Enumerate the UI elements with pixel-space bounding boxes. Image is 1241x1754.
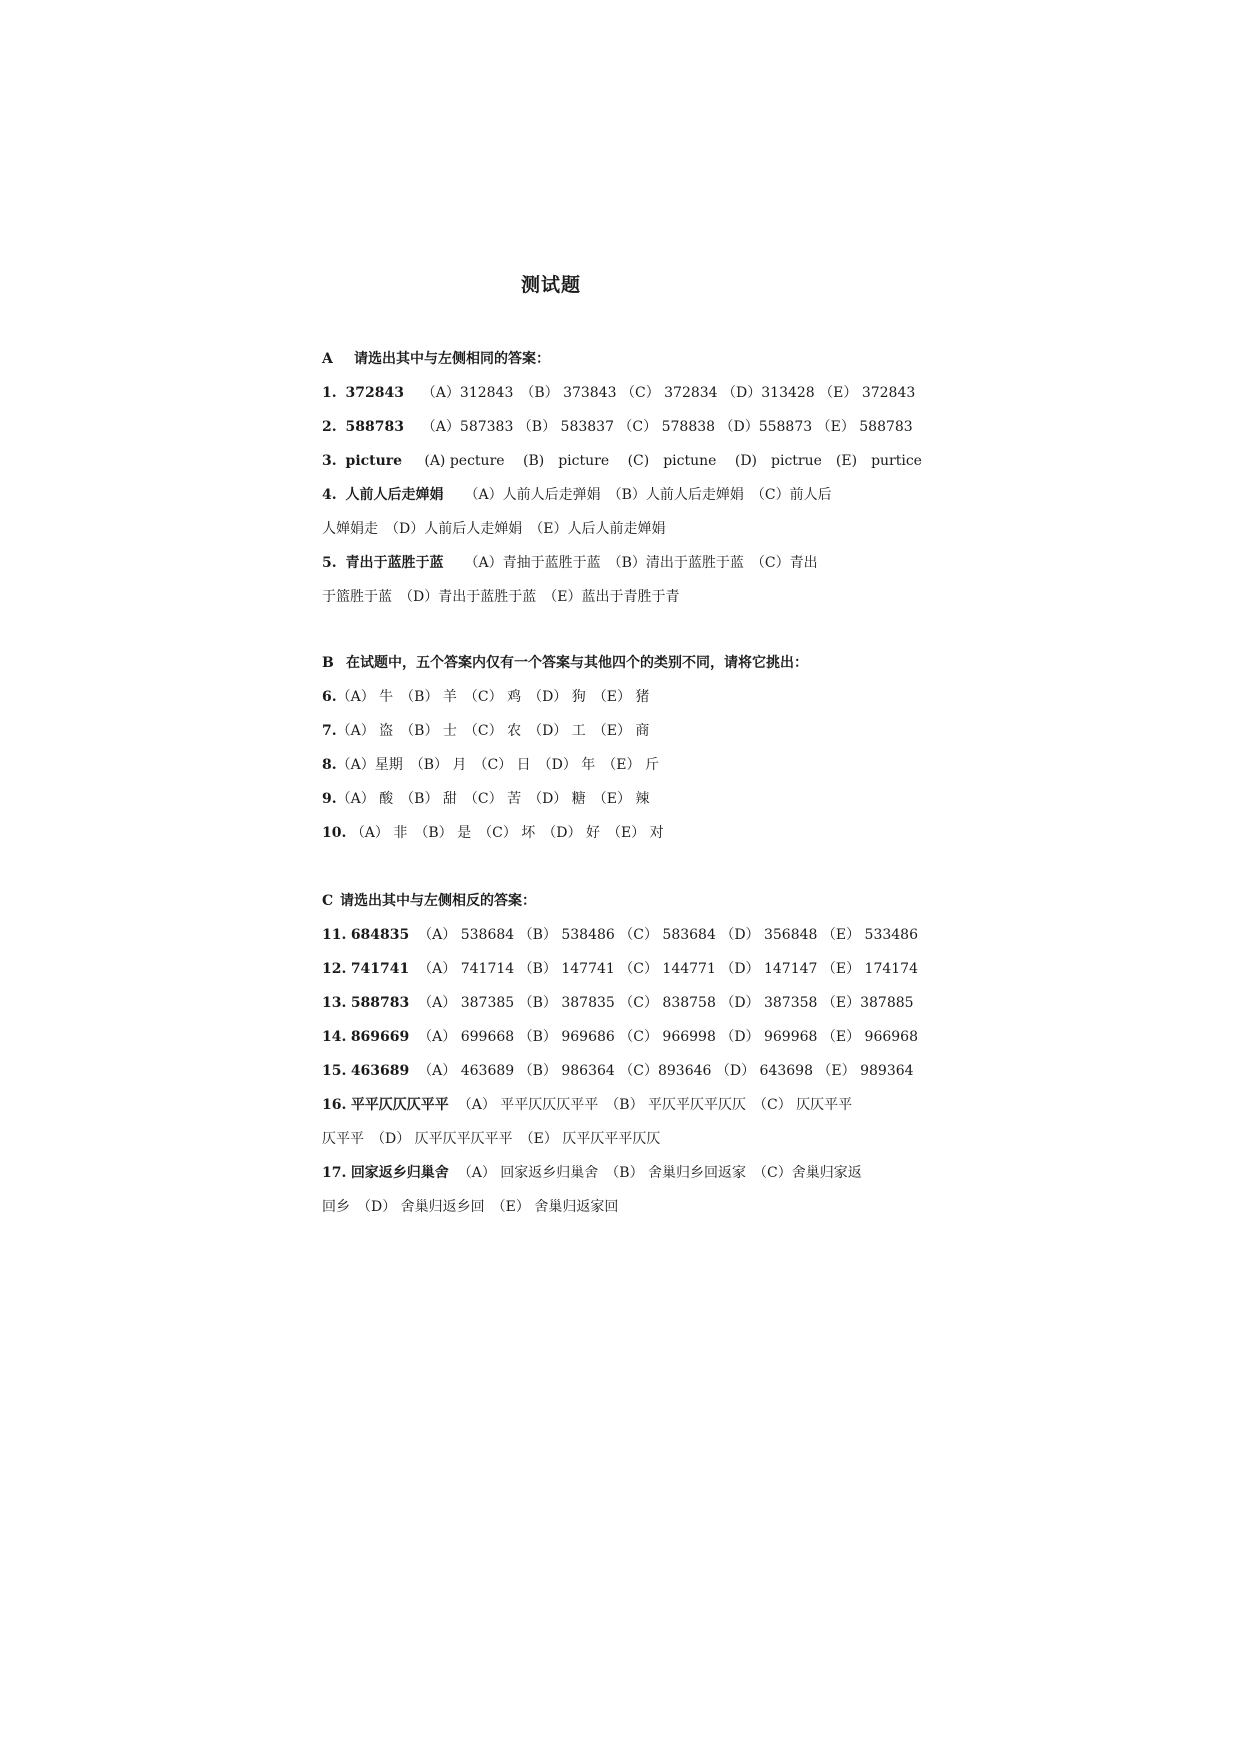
question-3 — [322, 450, 937, 472]
answer-options: （A） 387385 （B） 387835 （C） 838758 （D） 387358 （E）387885 — [418, 995, 914, 1011]
question-number: 2. — [322, 419, 337, 435]
question-15 — [322, 1060, 937, 1082]
question-2 — [322, 416, 937, 438]
section-letter: A — [322, 351, 333, 367]
answer-options: （A）青抽于蓝胜于蓝 （B）清出于蓝胜于蓝 （C）青出 — [471, 555, 818, 571]
question-12 — [322, 958, 937, 980]
question-4 — [322, 484, 937, 506]
question-stem: 人前人后走婵娟 — [345, 487, 444, 503]
answer-options: (A) pecture (B) picture (C) pictune (D) pictrue (E) purtice — [424, 453, 922, 469]
answer-options: （A） 酸 （B） 甜 （C） 苦 （D） 糖 （E） 辣 — [336, 791, 650, 807]
question-number: 6. — [322, 689, 337, 705]
section-instruction: 在试题中，五个答案内仅有一个答案与其他四个的类别不同，请将它挑出： — [346, 655, 808, 671]
section-letter: B — [322, 655, 334, 671]
question-number: 11. — [322, 927, 347, 943]
question-5-continued: 于篮胜于蓝 （D）青出于蓝胜于蓝 （E）蓝出于青胜于青 — [322, 589, 680, 605]
question-number: 8. — [322, 757, 337, 773]
question-stem: 463689 — [350, 1063, 410, 1079]
answer-options: （A） 463689 （B） 986364 （C）893646 （D） 643698 （E） 989364 — [418, 1063, 914, 1079]
question-1 — [322, 382, 937, 404]
question-number: 15. — [322, 1063, 347, 1079]
question-number: 14. — [322, 1029, 347, 1045]
question-10 — [322, 822, 937, 844]
question-17-continued: 回乡 （D） 舍巢归返乡回 （E） 舍巢归返家回 — [322, 1199, 619, 1215]
question-16 — [322, 1094, 937, 1116]
question-stem: 回家返乡归巢舍 — [350, 1165, 449, 1181]
question-number: 10. — [322, 825, 347, 841]
question-stem: 青出于蓝胜于蓝 — [345, 555, 444, 571]
answer-options: （A）587383 （B） 583837 （C） 578838 （D）558873 （E） 588783 — [421, 419, 913, 435]
question-11 — [322, 924, 937, 946]
answer-options: （A） 741714 （B） 147741 （C） 144771 （D） 147147 （E） 174174 — [418, 961, 918, 977]
answer-options: （A） 牛 （B） 羊 （C） 鸡 （D） 狗 （E） 猪 — [336, 689, 650, 705]
question-stem: 684835 — [350, 927, 410, 943]
answer-options: （A）312843 （B） 373843 （C） 372834 （D）313428 （E） 372843 — [421, 385, 916, 401]
page-title: 测试题 — [520, 274, 581, 296]
question-stem: 869669 — [350, 1029, 410, 1045]
section-instruction: 请选出其中与左侧相反的答案： — [340, 893, 536, 909]
question-number: 3. — [322, 453, 337, 469]
answer-options: （A）星期 （B） 月 （C） 日 （D） 年 （E） 斤 — [336, 757, 659, 773]
question-stem: 平平仄仄仄平平 — [350, 1097, 449, 1113]
section-instruction: 请选出其中与左侧相同的答案： — [354, 351, 550, 367]
answer-options: （A） 非 （B） 是 （C） 坏 （D） 好 （E） 对 — [350, 825, 664, 841]
question-number: 16. — [322, 1097, 347, 1113]
question-number: 13. — [322, 995, 347, 1011]
question-number: 12. — [322, 961, 347, 977]
question-5 — [322, 552, 937, 574]
question-6 — [322, 686, 937, 708]
question-number: 1. — [322, 385, 337, 401]
section-a-heading — [322, 348, 937, 370]
question-stem: picture — [345, 453, 403, 469]
question-14 — [322, 1026, 937, 1048]
question-13 — [322, 992, 937, 1014]
answer-options: （A） 回家返乡归巢舍 （B） 舍巢归乡回返家 （C）舍巢归家返 — [457, 1165, 862, 1181]
answer-options: （A） 538684 （B） 538486 （C） 583684 （D） 356848 （E） 533486 — [418, 927, 918, 943]
question-stem: 372843 — [345, 385, 404, 401]
section-c-heading — [322, 890, 937, 912]
section-b-heading — [322, 652, 937, 674]
question-7 — [322, 720, 937, 742]
question-number: 17. — [322, 1165, 347, 1181]
question-stem: 588783 — [345, 419, 404, 435]
answer-options: （A） 平平仄仄仄平平 （B） 平仄平仄平仄仄 （C） 仄仄平平 — [457, 1097, 853, 1113]
question-17 — [322, 1162, 937, 1184]
question-stem: 588783 — [350, 995, 410, 1011]
question-number: 9. — [322, 791, 337, 807]
answer-options: （A）人前人后走弹娟 （B）人前人后走婵娟 （C）前人后 — [471, 487, 832, 503]
question-4-continued: 人婵娟走 （D）人前后人走婵娟 （E）人后人前走婵娟 — [322, 521, 666, 537]
question-number: 5. — [322, 555, 337, 571]
question-8 — [322, 754, 937, 776]
question-number: 4. — [322, 487, 337, 503]
question-number: 7. — [322, 723, 337, 739]
answer-options: （A） 699668 （B） 969686 （C） 966998 （D） 969968 （E） 966968 — [418, 1029, 918, 1045]
section-letter: C — [322, 893, 334, 909]
question-16-continued: 仄平平 （D） 仄平仄平仄平平 （E） 仄平仄平平仄仄 — [322, 1131, 661, 1147]
question-9 — [322, 788, 937, 810]
answer-options: （A） 盗 （B） 士 （C） 农 （D） 工 （E） 商 — [336, 723, 650, 739]
question-stem: 741741 — [350, 961, 410, 977]
